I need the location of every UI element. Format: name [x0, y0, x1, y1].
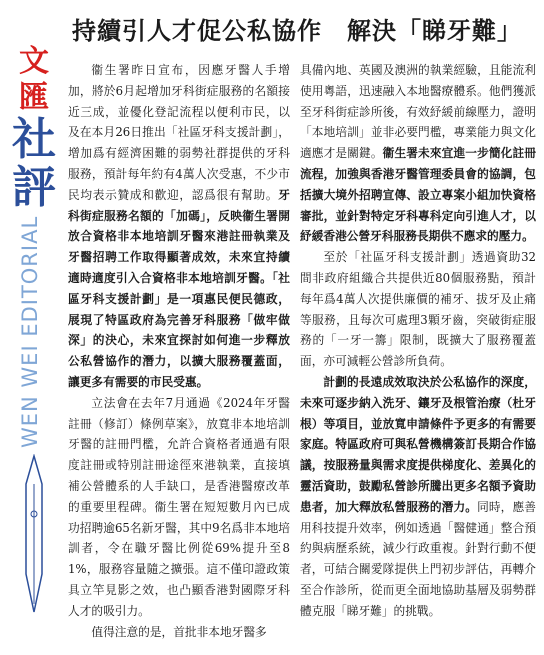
- editorial-masthead: [4, 44, 64, 604]
- column-char-1: 社: [12, 114, 56, 165]
- paragraph-1: [68, 60, 290, 393]
- wenwei-logo: [4, 44, 64, 116]
- p3-cont-text: 具備內地、英國及澳洲的執業經驗，且能流利使用粵語，迅速融入本地醫療體系。他們獲派至牙科街症診所後，有效紓緩前線壓力，證明「本地培訓」並非必要門檻，專業能力與文化適應才是關鍵。: [300, 63, 536, 161]
- article-column-2: [300, 60, 536, 650]
- p1-text: 衞生署昨日宣布，因應牙醫人手增加，將於6月起增加牙科街症服務的名額接近三成，並優化登記流程以便利市民，以及在本月26日推出「社區牙科支援計劃」，增加爲有經濟困難的弱勢社群提供的牙科服務，預計每年約有4萬人次受惠，不少市民均表示贊成和歡迎，認爲很有幫助。: [68, 63, 290, 202]
- brand-char-2: 匯: [19, 80, 49, 115]
- headline: 持續引人才促公私協作 解決「睇牙難」: [72, 17, 522, 45]
- paragraph-5: [300, 372, 536, 622]
- p5-text: 同時，應善用科技提升效率，例如透過「醫健通」整合預約與病歷系統，減少行政重複。針對行動不便者，可結合關愛隊提供上門初步評估，再轉介至合作診所，從而更全面地協助基層及弱勢群體克服「睇牙難」的挑戰。: [300, 499, 536, 618]
- article-column-1: [68, 60, 290, 650]
- paragraph-3: 值得注意的是，首批非本地牙醫多: [91, 624, 267, 639]
- paragraph-2: 立法會在去年7月通過《2024年牙醫註冊（修訂）條例草案》，放寬非本地培訓牙醫的註冊門檻，允許合資格者通過有限度註冊或特別註冊途徑來港執業，直接填補公營體系的人手缺口，是香港醫療改革的重要里程碑。衞生署在短短數月內已成功招聘逾65名新牙醫，其中9名爲非本地培訓者，令在職牙醫比例從69%提升至81%，服務容量隨之擴張。這不僅印證政策具立竿見影之效，也凸顯香港對國際牙科人才的吸引力。: [68, 395, 290, 618]
- column-char-2: 評: [12, 162, 56, 213]
- p5-emphasis: 計劃的長遠成效取決於公私協作的深度，未來可逐步納入洗牙、鑲牙及根管治療（杜牙根）等項目，並放寬申請條件予更多的有需要家庭。特區政府可與私營機構簽訂長期合作協議，按服務量與需求度提供梯度化、差異化的靈活資助，鼓勵私營診所騰出更多名額予資助患者，加大釋放私營服務的潛力。: [300, 374, 536, 514]
- editorial-english-label: WEN WEI EDITORIAL: [18, 215, 42, 449]
- p1-emphasis: 牙科街症服務名額的「加碼」，反映衞生署開放合資格非本地培訓牙醫來港註冊執業及牙醫招聘工作取得顯著成效，未來宜持續適時適度引入合資格非本地培訓牙醫。「社區牙科支援計劃」是一項惠民便民德政，展現了特區政府為完善牙科服務「做牢做深」的決心，未來宜探討如何進一步釋放公私營協作的潛力，以擴大服務覆蓋面，讓更多有需要的市民受惠。: [68, 187, 290, 389]
- paragraph-3-continued: [300, 60, 536, 247]
- fountain-pen-icon: [22, 454, 46, 614]
- brand-char-1: 文: [19, 44, 49, 79]
- editorial-title: [4, 116, 64, 212]
- paragraph-4: 至於「社區牙科支援計劃」透過資助32間非政府組織合共提供近80個服務點，預計每年爲4萬人次提供廉價的補牙、拔牙及止痛等服務，且每次可處理3顆牙齒，突破街症服務的「一牙一籌」限制，既擴大了服務覆蓋面，亦可減輕公營診所負荷。: [300, 250, 536, 369]
- p3-cont-emphasis: 衞生署未來宜進一步簡化註冊流程，加強與香港牙醫管理委員會的協調，包括擴大境外招聘宣傳、設立專案小組加快資格審批，並針對特定牙科專科定向引進人才，以紓緩香港公營牙科服務長期供不應求的壓力。: [300, 146, 536, 244]
